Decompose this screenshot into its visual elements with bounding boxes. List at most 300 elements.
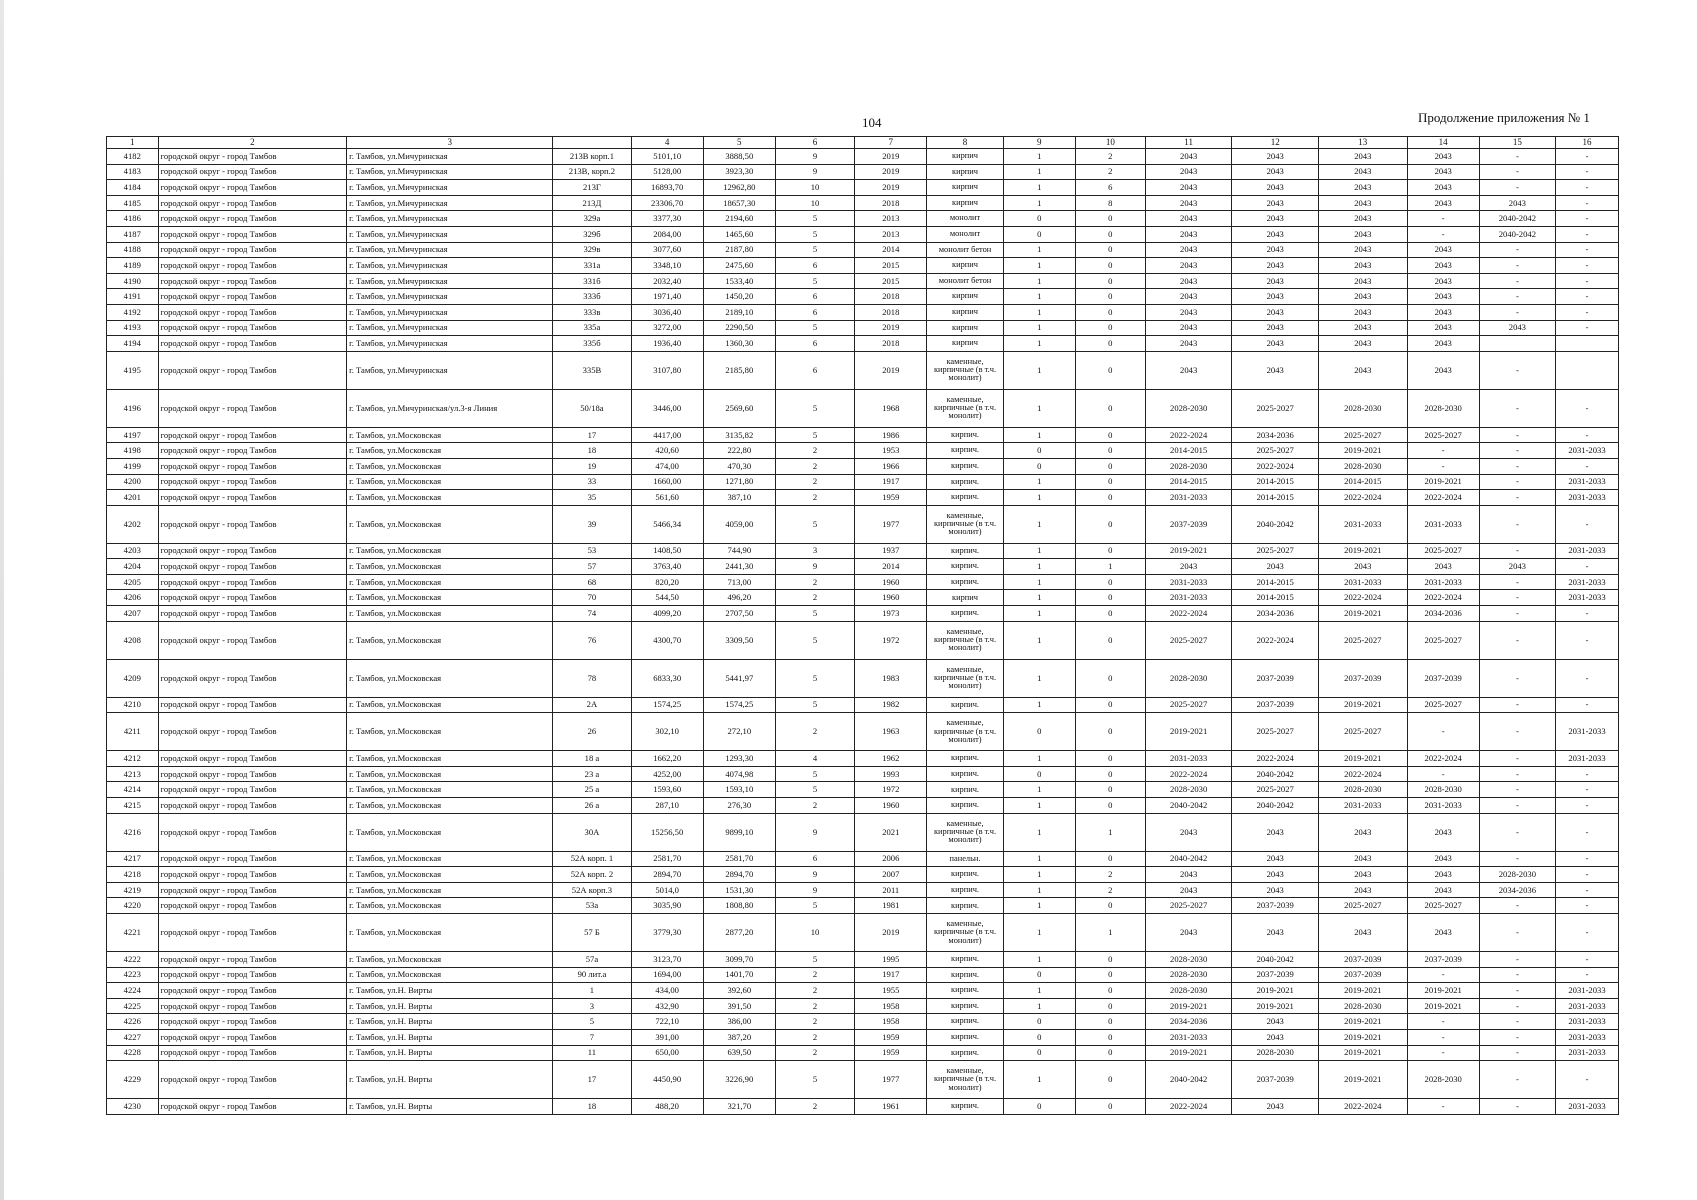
cell-wall-material: кирпич. (927, 474, 1003, 490)
cell-floors: 2 (775, 983, 854, 999)
cell-wall-material: кирпич. (927, 983, 1003, 999)
cell-col-11: 2043 (1145, 914, 1232, 952)
cell-municipality: городской округ - город Тамбов (158, 798, 347, 814)
cell-col-14: 2043 (1407, 851, 1479, 867)
cell-total-area: 15256,50 (631, 813, 703, 851)
cell-col-13: 2019-2021 (1318, 543, 1407, 559)
cell-municipality: городской округ - город Тамбов (158, 490, 347, 506)
cell-col-11: 2028-2030 (1145, 967, 1232, 983)
cell-wall-material: кирпич (927, 164, 1003, 180)
cell-col-11: 2031-2033 (1145, 590, 1232, 606)
cell-col-12: 2043 (1232, 226, 1319, 242)
cell-col-9: 1 (1003, 851, 1075, 867)
cell-col-9: 1 (1003, 952, 1075, 968)
cell-col-12: 2025-2027 (1232, 782, 1319, 798)
cell-col-11: 2043 (1145, 273, 1232, 289)
cell-col-14: 2025-2027 (1407, 697, 1479, 713)
cell-address: г. Тамбов, ул.Н. Вирты (347, 983, 553, 999)
cell-wall-material: панельн. (927, 851, 1003, 867)
cell-total-area: 3035,90 (631, 898, 703, 914)
cell-year-built: 1972 (855, 621, 927, 659)
cell-total-area: 1593,60 (631, 782, 703, 798)
cell-house-number: 331а (553, 258, 631, 274)
table-row (107, 304, 1619, 320)
cell-col-9: 1 (1003, 659, 1075, 697)
cell-wall-material: кирпич. (927, 606, 1003, 622)
cell-floors: 5 (775, 898, 854, 914)
cell-municipality: городской округ - город Тамбов (158, 967, 347, 983)
cell-col-12: 2034-2036 (1232, 606, 1319, 622)
cell-house-number: 18 (553, 1099, 631, 1115)
cell-wall-material: кирпич. (927, 1029, 1003, 1045)
table-row (107, 697, 1619, 713)
cell-living-area: 3309,50 (703, 621, 775, 659)
cell-col-9: 1 (1003, 621, 1075, 659)
cell-living-area: 276,30 (703, 798, 775, 814)
cell-municipality: городской округ - город Тамбов (158, 813, 347, 851)
cell-col-12: 2043 (1232, 289, 1319, 305)
cell-row-number: 4229 (107, 1061, 159, 1099)
cell-col-13: 2028-2030 (1318, 998, 1407, 1014)
cell-floors: 10 (775, 180, 854, 196)
cell-col-14: 2037-2039 (1407, 659, 1479, 697)
cell-floors: 5 (775, 621, 854, 659)
cell-col-16: 2031-2033 (1556, 983, 1619, 999)
cell-col-13: 2019-2021 (1318, 1045, 1407, 1061)
cell-row-number: 4192 (107, 304, 159, 320)
cell-col-16: - (1556, 952, 1619, 968)
cell-house-number: 19 (553, 458, 631, 474)
cell-col-11: 2043 (1145, 867, 1232, 883)
cell-col-13: 2022-2024 (1318, 766, 1407, 782)
cell-row-number: 4213 (107, 766, 159, 782)
cell-house-number: 2А (553, 697, 631, 713)
cell-col-15: - (1479, 180, 1555, 196)
cell-col-11: 2043 (1145, 351, 1232, 389)
cell-col-10: 0 (1075, 1029, 1145, 1045)
cell-col-10: 0 (1075, 574, 1145, 590)
cell-row-number: 4221 (107, 914, 159, 952)
cell-total-area: 2581,70 (631, 851, 703, 867)
cell-col-16: - (1556, 242, 1619, 258)
cell-house-number: 50/18а (553, 389, 631, 427)
cell-col-10: 0 (1075, 490, 1145, 506)
cell-living-area: 470,30 (703, 458, 775, 474)
cell-wall-material: кирпич (927, 289, 1003, 305)
cell-row-number: 4183 (107, 164, 159, 180)
cell-floors: 2 (775, 1099, 854, 1115)
cell-living-area: 3135,82 (703, 427, 775, 443)
cell-col-13: 2043 (1318, 273, 1407, 289)
cell-year-built: 1917 (855, 967, 927, 983)
cell-col-11: 2028-2030 (1145, 389, 1232, 427)
cell-col-16: 2031-2033 (1556, 1014, 1619, 1030)
cell-row-number: 4187 (107, 226, 159, 242)
cell-col-12: 2043 (1232, 336, 1319, 352)
cell-total-area: 544,50 (631, 590, 703, 606)
cell-col-16: 2031-2033 (1556, 574, 1619, 590)
scan-edge (0, 0, 4, 1200)
cell-col-11: 2028-2030 (1145, 458, 1232, 474)
cell-col-12: 2043 (1232, 1099, 1319, 1115)
cell-col-14: 2028-2030 (1407, 1061, 1479, 1099)
cell-col-14: - (1407, 458, 1479, 474)
cell-col-10: 2 (1075, 882, 1145, 898)
cell-floors: 2 (775, 713, 854, 751)
cell-total-area: 3446,00 (631, 389, 703, 427)
cell-col-10: 0 (1075, 659, 1145, 697)
cell-col-12: 2043 (1232, 882, 1319, 898)
cell-row-number: 4226 (107, 1014, 159, 1030)
table-row (107, 713, 1619, 751)
cell-living-area: 321,70 (703, 1099, 775, 1115)
cell-col-11: 2031-2033 (1145, 490, 1232, 506)
cell-col-15: - (1479, 998, 1555, 1014)
cell-floors: 2 (775, 590, 854, 606)
cell-col-11: 2022-2024 (1145, 766, 1232, 782)
cell-address: г. Тамбов, ул.Московская (347, 751, 553, 767)
cell-address: г. Тамбов, ул.Мичуринская (347, 273, 553, 289)
cell-col-15: - (1479, 590, 1555, 606)
cell-col-11: 2014-2015 (1145, 443, 1232, 459)
cell-col-13: 2022-2024 (1318, 490, 1407, 506)
cell-floors: 5 (775, 273, 854, 289)
cell-living-area: 1533,40 (703, 273, 775, 289)
cell-col-10: 0 (1075, 697, 1145, 713)
cell-col-14: - (1407, 226, 1479, 242)
cell-house-number: 213В корп.1 (553, 149, 631, 165)
cell-col-14: 2022-2024 (1407, 490, 1479, 506)
cell-col-16: 2031-2033 (1556, 543, 1619, 559)
cell-house-number: 90 лит.а (553, 967, 631, 983)
cell-col-14: 2043 (1407, 149, 1479, 165)
cell-col-11: 2019-2021 (1145, 543, 1232, 559)
cell-wall-material: каменные, кирпичные (в т.ч. монолит) (927, 389, 1003, 427)
cell-floors: 9 (775, 559, 854, 575)
cell-total-area: 5128,00 (631, 164, 703, 180)
cell-col-9: 1 (1003, 882, 1075, 898)
cell-total-area: 3779,30 (631, 914, 703, 952)
cell-col-11: 2031-2033 (1145, 1029, 1232, 1045)
cell-col-11: 2043 (1145, 882, 1232, 898)
cell-total-area: 722,10 (631, 1014, 703, 1030)
cell-col-9: 1 (1003, 867, 1075, 883)
cell-col-16: - (1556, 882, 1619, 898)
cell-col-15: 2043 (1479, 320, 1555, 336)
cell-col-15: - (1479, 242, 1555, 258)
cell-year-built: 1959 (855, 490, 927, 506)
cell-floors: 10 (775, 914, 854, 952)
cell-address: г. Тамбов, ул.Московская (347, 490, 553, 506)
cell-year-built: 1977 (855, 505, 927, 543)
cell-col-10: 0 (1075, 242, 1145, 258)
cell-living-area: 1531,30 (703, 882, 775, 898)
cell-col-12: 2043 (1232, 851, 1319, 867)
cell-col-12: 2014-2015 (1232, 574, 1319, 590)
cell-row-number: 4210 (107, 697, 159, 713)
cell-address: г. Тамбов, ул.Мичуринская (347, 351, 553, 389)
cell-col-16: - (1556, 320, 1619, 336)
cell-living-area: 3226,90 (703, 1061, 775, 1099)
cell-col-10: 1 (1075, 559, 1145, 575)
cell-wall-material: кирпич (927, 180, 1003, 196)
column-number-5: 4 (631, 137, 703, 149)
cell-col-16 (1556, 336, 1619, 352)
cell-wall-material: кирпич. (927, 574, 1003, 590)
cell-living-area: 1450,20 (703, 289, 775, 305)
cell-floors: 2 (775, 967, 854, 983)
cell-living-area: 496,20 (703, 590, 775, 606)
cell-floors: 5 (775, 952, 854, 968)
cell-year-built: 2019 (855, 320, 927, 336)
cell-col-16: - (1556, 898, 1619, 914)
cell-col-16: - (1556, 606, 1619, 622)
cell-col-12: 2025-2027 (1232, 543, 1319, 559)
cell-col-13: 2043 (1318, 149, 1407, 165)
cell-row-number: 4198 (107, 443, 159, 459)
cell-col-10: 2 (1075, 149, 1145, 165)
cell-col-13: 2019-2021 (1318, 1061, 1407, 1099)
cell-col-13: 2043 (1318, 882, 1407, 898)
cell-col-10: 0 (1075, 1045, 1145, 1061)
cell-col-11: 2028-2030 (1145, 983, 1232, 999)
cell-address: г. Тамбов, ул.Московская (347, 782, 553, 798)
cell-col-9: 1 (1003, 606, 1075, 622)
column-number-15: 14 (1407, 137, 1479, 149)
cell-wall-material: кирпич (927, 195, 1003, 211)
cell-municipality: городской округ - город Тамбов (158, 766, 347, 782)
cell-col-15: - (1479, 851, 1555, 867)
cell-house-number: 57а (553, 952, 631, 968)
cell-col-11: 2040-2042 (1145, 798, 1232, 814)
cell-col-9: 1 (1003, 351, 1075, 389)
cell-wall-material: кирпич. (927, 443, 1003, 459)
cell-col-9: 1 (1003, 697, 1075, 713)
cell-municipality: городской округ - город Тамбов (158, 590, 347, 606)
cell-col-15: 2028-2030 (1479, 867, 1555, 883)
cell-address: г. Тамбов, ул.Московская (347, 427, 553, 443)
cell-col-13: 2043 (1318, 813, 1407, 851)
table-row (107, 180, 1619, 196)
cell-address: г. Тамбов, ул.Московская (347, 882, 553, 898)
cell-wall-material: кирпич. (927, 751, 1003, 767)
cell-total-area: 3077,60 (631, 242, 703, 258)
cell-col-11: 2025-2027 (1145, 697, 1232, 713)
cell-house-number: 53а (553, 898, 631, 914)
cell-row-number: 4195 (107, 351, 159, 389)
cell-total-area: 5101,10 (631, 149, 703, 165)
cell-house-number: 26 (553, 713, 631, 751)
table-row (107, 336, 1619, 352)
cell-address: г. Тамбов, ул.Мичуринская (347, 242, 553, 258)
table-row (107, 967, 1619, 983)
cell-col-13: 2022-2024 (1318, 1099, 1407, 1115)
cell-floors: 6 (775, 258, 854, 274)
cell-living-area: 2290,50 (703, 320, 775, 336)
cell-total-area: 4300,70 (631, 621, 703, 659)
cell-row-number: 4193 (107, 320, 159, 336)
cell-municipality: городской округ - город Тамбов (158, 164, 347, 180)
cell-living-area: 18657,30 (703, 195, 775, 211)
cell-col-16: - (1556, 304, 1619, 320)
cell-col-16: - (1556, 851, 1619, 867)
column-number-13: 12 (1232, 137, 1319, 149)
cell-col-13: 2037-2039 (1318, 659, 1407, 697)
cell-address: г. Тамбов, ул.Мичуринская (347, 149, 553, 165)
cell-col-10: 0 (1075, 289, 1145, 305)
cell-col-11: 2040-2042 (1145, 851, 1232, 867)
cell-wall-material: кирпич (927, 258, 1003, 274)
cell-address: г. Тамбов, ул.Московская (347, 590, 553, 606)
cell-floors: 2 (775, 458, 854, 474)
cell-total-area: 434,00 (631, 983, 703, 999)
cell-living-area: 1293,30 (703, 751, 775, 767)
cell-wall-material: кирпич (927, 304, 1003, 320)
column-number-11: 10 (1075, 137, 1145, 149)
table-row (107, 782, 1619, 798)
cell-wall-material: кирпич. (927, 782, 1003, 798)
cell-col-15: - (1479, 1045, 1555, 1061)
cell-col-10: 0 (1075, 336, 1145, 352)
cell-col-10: 0 (1075, 751, 1145, 767)
column-number-4 (553, 137, 631, 149)
cell-col-15: - (1479, 490, 1555, 506)
cell-col-16: - (1556, 458, 1619, 474)
cell-wall-material: кирпич. (927, 427, 1003, 443)
cell-municipality: городской округ - город Тамбов (158, 659, 347, 697)
cell-row-number: 4207 (107, 606, 159, 622)
cell-living-area: 2441,30 (703, 559, 775, 575)
cell-total-area: 2084,00 (631, 226, 703, 242)
cell-col-15: - (1479, 1029, 1555, 1045)
column-number-12: 11 (1145, 137, 1232, 149)
cell-municipality: городской округ - город Тамбов (158, 289, 347, 305)
cell-col-10: 0 (1075, 621, 1145, 659)
cell-house-number: 52А корп. 2 (553, 867, 631, 883)
cell-col-12: 2043 (1232, 559, 1319, 575)
cell-col-14: 2043 (1407, 180, 1479, 196)
cell-wall-material: кирпич. (927, 998, 1003, 1014)
cell-municipality: городской округ - город Тамбов (158, 606, 347, 622)
cell-year-built: 1963 (855, 713, 927, 751)
cell-address: г. Тамбов, ул.Мичуринская (347, 211, 553, 227)
cell-address: г. Тамбов, ул.Московская (347, 813, 553, 851)
cell-col-13: 2043 (1318, 867, 1407, 883)
cell-house-number: 18 а (553, 751, 631, 767)
table-row (107, 867, 1619, 883)
cell-col-14: 2019-2021 (1407, 983, 1479, 999)
cell-address: г. Тамбов, ул.Мичуринская (347, 180, 553, 196)
cell-col-16: - (1556, 164, 1619, 180)
cell-col-11: 2022-2024 (1145, 427, 1232, 443)
cell-house-number: 17 (553, 427, 631, 443)
table-row (107, 289, 1619, 305)
cell-col-16: - (1556, 180, 1619, 196)
cell-address: г. Тамбов, ул.Мичуринская (347, 320, 553, 336)
cell-col-10: 0 (1075, 458, 1145, 474)
cell-year-built: 1983 (855, 659, 927, 697)
cell-col-12: 2040-2042 (1232, 766, 1319, 782)
cell-floors: 9 (775, 813, 854, 851)
cell-address: г. Тамбов, ул.Московская (347, 766, 553, 782)
cell-municipality: городской округ - город Тамбов (158, 273, 347, 289)
cell-col-9: 1 (1003, 898, 1075, 914)
cell-house-number: 333б (553, 289, 631, 305)
cell-col-11: 2043 (1145, 211, 1232, 227)
cell-house-number: 25 а (553, 782, 631, 798)
cell-house-number: 39 (553, 505, 631, 543)
cell-total-area: 2032,40 (631, 273, 703, 289)
cell-col-15: - (1479, 164, 1555, 180)
cell-col-9: 1 (1003, 505, 1075, 543)
cell-col-11: 2043 (1145, 164, 1232, 180)
cell-col-14: - (1407, 967, 1479, 983)
table-row (107, 952, 1619, 968)
cell-col-14: 2043 (1407, 258, 1479, 274)
cell-col-10: 2 (1075, 867, 1145, 883)
cell-col-16 (1556, 351, 1619, 389)
cell-living-area: 222,80 (703, 443, 775, 459)
cell-wall-material: каменные, кирпичные (в т.ч. монолит) (927, 659, 1003, 697)
cell-col-15: - (1479, 149, 1555, 165)
cell-address: г. Тамбов, ул.Н. Вирты (347, 1045, 553, 1061)
cell-row-number: 4215 (107, 798, 159, 814)
cell-col-9: 1 (1003, 782, 1075, 798)
cell-municipality: городской округ - город Тамбов (158, 304, 347, 320)
cell-col-14: 2022-2024 (1407, 590, 1479, 606)
cell-col-12: 2043 (1232, 867, 1319, 883)
cell-col-15: - (1479, 766, 1555, 782)
table-row (107, 1014, 1619, 1030)
cell-col-10: 0 (1075, 798, 1145, 814)
cell-year-built: 2018 (855, 289, 927, 305)
cell-col-16: - (1556, 697, 1619, 713)
cell-row-number: 4217 (107, 851, 159, 867)
cell-address: г. Тамбов, ул.Московская (347, 697, 553, 713)
table-row (107, 543, 1619, 559)
cell-total-area: 16893,70 (631, 180, 703, 196)
cell-col-14: 2019-2021 (1407, 998, 1479, 1014)
cell-house-number: 26 а (553, 798, 631, 814)
table-row (107, 813, 1619, 851)
cell-floors: 2 (775, 1045, 854, 1061)
cell-year-built: 2007 (855, 867, 927, 883)
cell-address: г. Тамбов, ул.Московская (347, 443, 553, 459)
cell-col-12: 2043 (1232, 320, 1319, 336)
cell-year-built: 2015 (855, 273, 927, 289)
cell-col-13: 2028-2030 (1318, 458, 1407, 474)
cell-col-15: - (1479, 458, 1555, 474)
cell-wall-material: монолит бетон (927, 273, 1003, 289)
column-number-6: 5 (703, 137, 775, 149)
cell-wall-material: монолит бетон (927, 242, 1003, 258)
cell-col-10: 0 (1075, 351, 1145, 389)
cell-col-16: - (1556, 659, 1619, 697)
cell-col-16: - (1556, 273, 1619, 289)
cell-col-16: 2031-2033 (1556, 751, 1619, 767)
cell-total-area: 650,00 (631, 1045, 703, 1061)
cell-col-15: - (1479, 505, 1555, 543)
cell-municipality: городской округ - город Тамбов (158, 914, 347, 952)
cell-row-number: 4225 (107, 998, 159, 1014)
table-row (107, 351, 1619, 389)
cell-col-9: 1 (1003, 389, 1075, 427)
cell-floors: 9 (775, 867, 854, 883)
cell-total-area: 1694,00 (631, 967, 703, 983)
cell-municipality: городской округ - город Тамбов (158, 851, 347, 867)
cell-house-number: 33 (553, 474, 631, 490)
cell-col-14: 2043 (1407, 195, 1479, 211)
